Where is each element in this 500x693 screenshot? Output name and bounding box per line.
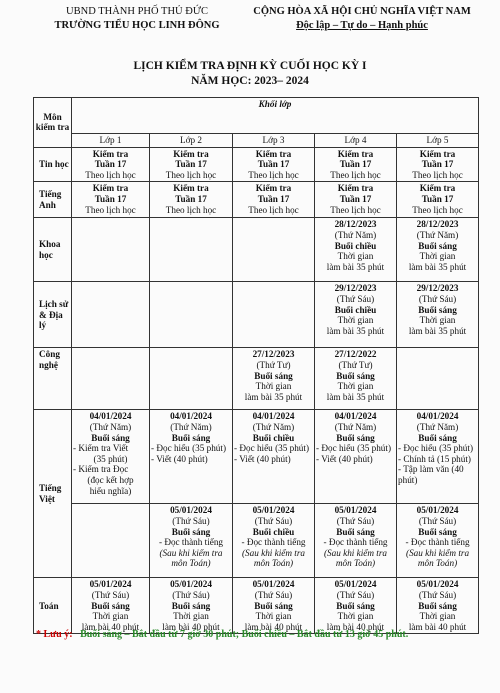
schedule-cell: 05/01/2024 (Thứ Sáu) Buổi sáng Thời gian làm bài 40 phút	[315, 578, 397, 634]
schedule-cell: Kiểm tra Tuần 17 Theo lịch học	[233, 182, 315, 218]
schedule-cell: 05/01/2024 (Thứ Sáu) Buổi sáng - Đọc thành tiếng (Sau khi kiểm tra môn Toán)	[150, 504, 233, 578]
schedule-cell	[72, 504, 150, 578]
schedule-cell	[397, 348, 479, 410]
subject-cell: Tiếng Anh	[34, 182, 72, 218]
document-title: LỊCH KIỂM TRA ĐỊNH KỲ CUỐI HỌC KỲ I	[133, 60, 367, 72]
subject-cell: Tin học	[34, 147, 72, 182]
subject-cell: Công nghệ	[34, 348, 72, 410]
table-row	[34, 348, 479, 410]
schedule-cell: 05/01/2024 (Thứ Sáu) Buổi sáng Thời gian làm bài 40 phút	[233, 578, 315, 634]
subject-cell: Lịch sử & Địa lý	[34, 282, 72, 348]
schedule-cell	[233, 282, 315, 348]
schedule-cell: 04/01/2024 (Thứ Năm) Buổi sáng - Kiểm tra Viết (35 phút) - Kiểm tra Đọc (đọc kết hợp hiểu nghĩa)	[72, 410, 150, 504]
table-row	[34, 182, 479, 218]
grade-group-header: Khối lớp	[72, 98, 479, 134]
schedule-cell: 05/01/2024 (Thứ Sáu) Buổi sáng Thời gian làm bài 40 phút	[72, 578, 150, 634]
exam-schedule-table	[33, 97, 479, 634]
table-row	[34, 578, 479, 634]
schedule-cell: Kiểm tra Tuần 17 Theo lịch học	[150, 182, 233, 218]
grade-header: Lớp 1	[72, 134, 150, 148]
national-motto: Độc lập – Tự do – Hạnh phúc	[296, 20, 428, 31]
schedule-cell: 04/01/2024 (Thứ Năm) Buổi sáng - Đọc hiểu (35 phút) - Viết (40 phút)	[315, 410, 397, 504]
schedule-cell: 29/12/2023 (Thứ Sáu) Buổi sáng Thời gian làm bài 35 phút	[397, 282, 479, 348]
table-row	[34, 504, 479, 578]
note-text: Buổi sáng – Bắt đầu từ 7 giờ 30 phút; Buổi chiều – Bắt đầu từ 13 giờ 45 phút.	[80, 629, 409, 640]
school-name: TRƯỜNG TIỂU HỌC LINH ĐÔNG	[54, 20, 220, 31]
schedule-cell	[72, 218, 150, 282]
table-row	[34, 218, 479, 282]
schedule-cell: 05/01/2024 (Thứ Sáu) Buổi sáng - Đọc thành tiếng (Sau khi kiểm tra môn Toán)	[397, 504, 479, 578]
schedule-cell: 05/01/2024 (Thứ Sáu) Buổi sáng Thời gian làm bài 40 phút	[397, 578, 479, 634]
subject-cell: Toán	[34, 578, 72, 634]
country-name: CỘNG HÒA XÃ HỘI CHỦ NGHĨA VIỆT NAM	[253, 6, 471, 17]
schedule-cell: 27/12/2023 (Thứ Tư) Buổi sáng Thời gian làm bài 35 phút	[233, 348, 315, 410]
schedule-cell: 04/01/2024 (Thứ Năm) Buổi sáng - Đọc hiểu (35 phút) - Viết (40 phút)	[150, 410, 233, 504]
schedule-cell: 05/01/2024 (Thứ Sáu) Buổi sáng - Đọc thành tiếng (Sau khi kiểm tra môn Toán)	[315, 504, 397, 578]
schedule-cell: 28/12/2023 (Thứ Năm) Buổi sáng Thời gian làm bài 35 phút	[397, 218, 479, 282]
footnote	[36, 629, 486, 640]
schedule-cell: 04/01/2024 (Thứ Năm) Buổi chiều - Đọc hiểu (35 phút) - Viết (40 phút)	[233, 410, 315, 504]
subject-column-header: Môn kiểm tra	[34, 98, 72, 148]
grade-header: Lớp 5	[397, 134, 479, 148]
authority-name: UBND THÀNH PHỐ THỦ ĐỨC	[66, 6, 208, 17]
grade-header: Lớp 3	[233, 134, 315, 148]
schedule-cell: Kiểm tra Tuần 17 Theo lịch học	[233, 147, 315, 182]
table-row	[34, 282, 479, 348]
schedule-cell: Kiểm tra Tuần 17 Theo lịch học	[397, 147, 479, 182]
schedule-cell: 05/01/2024 (Thứ Sáu) Buổi sáng Thời gian làm bài 40 phút	[150, 578, 233, 634]
schedule-cell: Kiểm tra Tuần 17 Theo lịch học	[150, 147, 233, 182]
schedule-cell: 04/01/2024 (Thứ Năm) Buổi sáng - Đọc hiểu (35 phút) - Chính tả (15 phút) - Tập làm văn (40 phút)	[397, 410, 479, 504]
subject-cell: Tiếng Việt	[34, 410, 72, 578]
schedule-cell: 29/12/2023 (Thứ Sáu) Buổi chiều Thời gian làm bài 35 phút	[315, 282, 397, 348]
school-year: NĂM HỌC: 2023– 2024	[191, 75, 309, 87]
grade-header: Lớp 2	[150, 134, 233, 148]
grade-header: Lớp 4	[315, 134, 397, 148]
note-label: * Lưu ý:	[36, 629, 73, 640]
schedule-cell: Kiểm tra Tuần 17 Theo lịch học	[397, 182, 479, 218]
schedule-cell: 28/12/2023 (Thứ Năm) Buổi chiều Thời gian làm bài 35 phút	[315, 218, 397, 282]
schedule-cell	[150, 282, 233, 348]
schedule-cell: Kiểm tra Tuần 17 Theo lịch học	[315, 147, 397, 182]
schedule-cell: Kiểm tra Tuần 17 Theo lịch học	[315, 182, 397, 218]
schedule-cell	[150, 218, 233, 282]
schedule-cell: Kiểm tra Tuần 17 Theo lịch học	[72, 182, 150, 218]
schedule-cell: 27/12/2022 (Thứ Tư) Buổi sáng Thời gian làm bài 35 phút	[315, 348, 397, 410]
schedule-cell: 05/01/2024 (Thứ Sáu) Buổi chiều - Đọc thành tiếng (Sau khi kiểm tra môn Toán)	[233, 504, 315, 578]
schedule-cell: Kiểm tra Tuần 17 Theo lịch học	[72, 147, 150, 182]
table-row	[34, 147, 479, 182]
subject-cell: Khoa học	[34, 218, 72, 282]
national-header	[232, 5, 492, 33]
schedule-cell	[233, 218, 315, 282]
schedule-cell	[72, 282, 150, 348]
school-header	[42, 5, 232, 33]
schedule-cell	[72, 348, 150, 410]
table-row	[34, 410, 479, 504]
schedule-cell	[150, 348, 233, 410]
